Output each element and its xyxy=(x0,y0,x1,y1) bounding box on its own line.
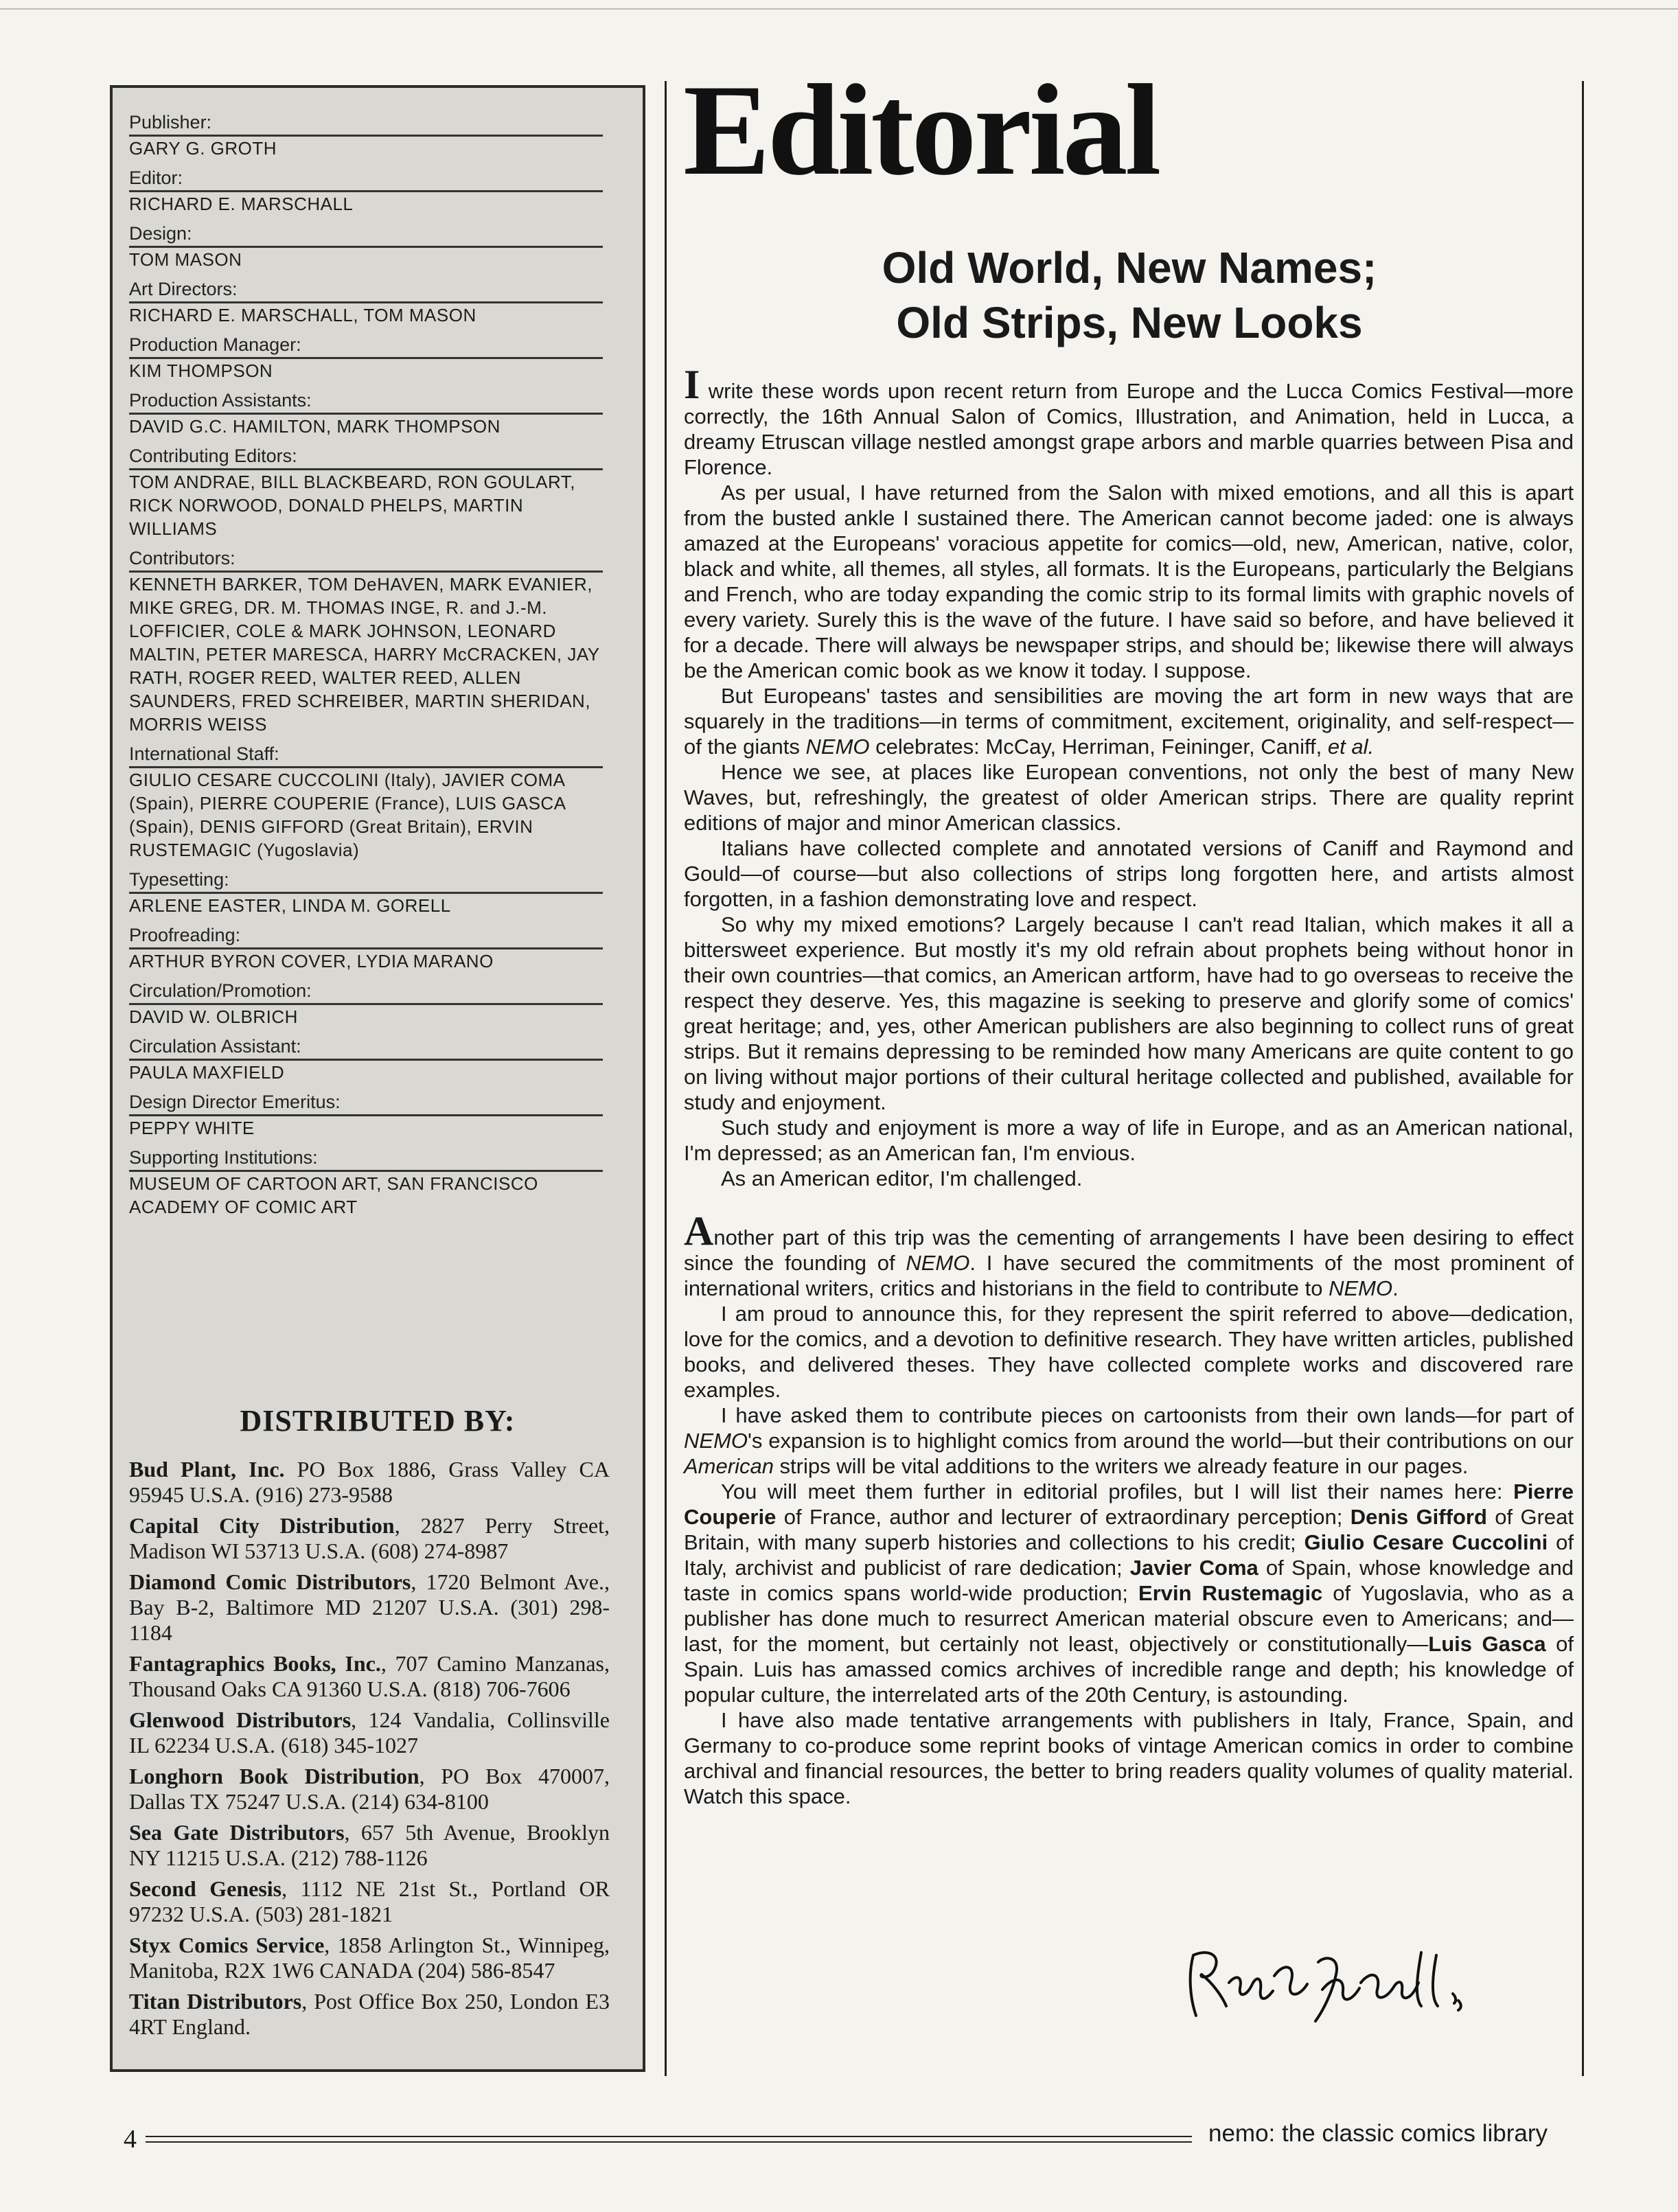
staff-entry xyxy=(129,160,603,216)
distributor-details: , Post Office Box 250, London E3 4RT England. xyxy=(129,1989,610,2039)
staff-names: PEPPY WHITE xyxy=(129,1114,603,1140)
paragraph-text: write these words upon recent return from Europe and the Lucca Comics Festival—more correctly, the 16th Annual Salon of Comics, Illustration, and Animation, held in Lucca, a dreamy Etruscan village nestled amongst grape arbors and marble quarries between Pisa and Florence. xyxy=(684,379,1574,479)
staff-role: International Staff: xyxy=(129,744,279,764)
nemo-italic: NEMO xyxy=(684,1429,748,1453)
distributor-entry xyxy=(129,1764,610,1814)
distributor-entry xyxy=(129,1651,610,1702)
subtitle-line-1: Old World, New Names; xyxy=(882,243,1377,292)
paragraph-9 xyxy=(684,1208,1574,1301)
staff-names: ARTHUR BYRON COVER, LYDIA MARANO xyxy=(129,947,603,973)
staff-entry xyxy=(129,917,603,973)
paragraph-text: 's expansion is to highlight comics from around the world—but their contributions on our xyxy=(748,1429,1574,1453)
distributor-name: Bud Plant, Inc. xyxy=(129,1457,285,1482)
paragraph-5: Italians have collected complete and annotated versions of Caniff and Raymond and Gould—of course—but also collections of strips long forgotten here, and artists almost forgotten, in a fashion demonstrating love and respect. xyxy=(684,836,1574,911)
distributor-entry xyxy=(129,1457,610,1508)
paragraph-text: of France, author and lecturer of extraordinary perception; xyxy=(776,1505,1351,1529)
distributor-details: PO Box 1886, Grass Valley CA 95945 U.S.A. (916) 273-9588 xyxy=(129,1457,610,1507)
distributor-name: Second Genesis xyxy=(129,1876,282,1901)
distributor-name: Diamond Comic Distributors xyxy=(129,1569,411,1594)
editor-signature xyxy=(1181,1935,1483,2024)
paragraph-text: of Spain. Luis has amassed comics archives of incredible range and depth; his knowledge of popular culture, the interrelated arts of the 20th Century, is astounding. xyxy=(684,1632,1574,1707)
distributor-entry xyxy=(129,1989,610,2040)
staff-names: ARLENE EASTER, LINDA M. GORELL xyxy=(129,892,603,917)
staff-role: Supporting Institutions: xyxy=(129,1147,318,1168)
distributor-details: , 707 Camino Manzanas, Thousand Oaks CA 91360 U.S.A. (818) 706-7606 xyxy=(129,1651,610,1701)
paragraph-text: nother part of this trip was the cementing of arrangements I have been desiring to effect since the founding of xyxy=(684,1225,1574,1275)
staff-role: Production Manager: xyxy=(129,334,301,355)
paragraph-text: strips will be vital additions to the writers we already feature in our pages. xyxy=(773,1454,1469,1478)
staff-entry xyxy=(129,104,603,160)
contributor-name: Ervin Rustemagic xyxy=(1138,1581,1323,1605)
staff-entry xyxy=(129,216,603,271)
contributor-name: Javier Coma xyxy=(1129,1556,1258,1580)
top-edge-rule xyxy=(0,8,1678,10)
paragraph-4: Hence we see, at places like European conventions, not only the best of many New Waves, but, refreshingly, the greatest of older American strips. There are quality reprint editions of major and minor American classics. xyxy=(684,760,1574,835)
distributor-details: , 1858 Arlington St., Winnipeg, Manitoba, R2X 1W6 CANADA (204) 586-8547 xyxy=(129,1933,610,1983)
distributor-details: , PO Box 470007, Dallas TX 75247 U.S.A. (214) 634-8100 xyxy=(129,1764,610,1814)
et-al-italic: et al. xyxy=(1327,735,1375,759)
staff-role: Contributors: xyxy=(129,548,235,568)
nemo-italic: NEMO xyxy=(805,735,870,759)
distributor-entry xyxy=(129,1820,610,1871)
staff-names: KIM THOMPSON xyxy=(129,357,603,382)
distributor-name: Glenwood Distributors xyxy=(129,1707,352,1732)
staff-entry xyxy=(129,736,603,862)
distributor-name: Capital City Distribution xyxy=(129,1513,395,1538)
staff-role: Art Directors: xyxy=(129,279,238,299)
distributor-entry xyxy=(129,1513,610,1564)
distributor-name: Titan Distributors xyxy=(129,1989,302,2014)
distributor-details: , 2827 Perry Street, Madison WI 53713 U.S.A. (608) 274-8987 xyxy=(129,1513,610,1563)
staff-entry xyxy=(129,327,603,382)
staff-role: Circulation Assistant: xyxy=(129,1036,301,1057)
staff-role: Proofreading: xyxy=(129,925,241,945)
distributor-list xyxy=(129,1457,610,2045)
distributor-details: , 124 Vandalia, Collinsville IL 62234 U.S.A. (618) 345-1027 xyxy=(129,1707,610,1758)
staff-names: DAVID G.C. HAMILTON, MARK THOMPSON xyxy=(129,413,603,438)
paragraph-10: I am proud to announce this, for they represent the spirit referred to above—dedication, love for the comics, and a devotion to definitive research. They have written articles, published books, and delivered theses. They have collected complete works and discovered rare examples. xyxy=(684,1302,1574,1402)
staff-role: Publisher: xyxy=(129,112,212,133)
distributor-name: Longhorn Book Distribution xyxy=(129,1764,420,1788)
distributor-entry xyxy=(129,1876,610,1927)
staff-entry xyxy=(129,271,603,327)
staff-names: TOM ANDRAE, BILL BLACKBEARD, RON GOULART, RICK NORWOOD, DONALD PHELPS, MARTIN WILLIAMS xyxy=(129,468,603,540)
staff-list xyxy=(129,104,603,1221)
contributor-name: Luis Gasca xyxy=(1428,1632,1546,1656)
staff-names: RICHARD E. MARSCHALL, TOM MASON xyxy=(129,301,603,327)
staff-names: DAVID W. OLBRICH xyxy=(129,1003,603,1028)
nemo-italic: NEMO xyxy=(1329,1276,1393,1300)
nemo-italic: NEMO xyxy=(906,1251,970,1275)
paragraph-8: As an American editor, I'm challenged. xyxy=(721,1166,1083,1190)
staff-role: Contributing Editors: xyxy=(129,446,297,466)
running-footer-title: nemo: the classic comics library xyxy=(1208,2120,1548,2147)
staff-entry xyxy=(129,382,603,438)
column-divider xyxy=(665,81,667,2076)
staff-entry xyxy=(129,1028,603,1084)
staff-names: GARY G. GROTH xyxy=(129,135,603,160)
staff-role: Editor: xyxy=(129,168,183,188)
contributor-name: Giulio Cesare Cuccolini xyxy=(1304,1530,1548,1554)
paragraph-text: celebrates: McCay, Herriman, Feininger, Caniff, xyxy=(869,735,1328,759)
paragraph-text: of Spain, whose knowledge and taste in comics spans world-wide production; xyxy=(684,1556,1574,1605)
paragraph-6: So why my mixed emotions? Largely because I can't read Italian, which makes it all a bittersweet experience. But mostly it's my old refrain about prophets being without honor in their own countries—that comics, an American artform, have had to go overseas to receive the respect they deserve. Yes, this magazine is seeking to preserve and glorify some of comics' great heritage; and, yes, other American publishers are also beginning to collect runs of great strips. But it remains depressing to be reminded how many Americans are quite content to go on living without major portions of their cultural heritage collected and published, available for study and enjoyment. xyxy=(684,912,1574,1114)
subtitle-line-2: Old Strips, New Looks xyxy=(896,298,1363,347)
staff-entry xyxy=(129,1140,603,1221)
paragraph-text: . I have secured the commitments of the most prominent of international writers, critics and historians in the field to contribute to xyxy=(684,1251,1574,1300)
staff-names: RICHARD E. MARSCHALL xyxy=(129,190,603,216)
staff-names: TOM MASON xyxy=(129,246,603,271)
paragraph-13: I have also made tentative arrangements with publishers in Italy, France, Spain, and Germany to co-produce some reprint books of vintage American comics in order to combine archival and financial resources, the better to bring readers quality volumes of quality material. Watch this space. xyxy=(684,1708,1574,1808)
staff-entry xyxy=(129,438,603,540)
editorial-body xyxy=(684,362,1574,1809)
staff-role: Design: xyxy=(129,223,192,244)
paragraph-11 xyxy=(684,1403,1574,1479)
distributor-name: Styx Comics Service xyxy=(129,1933,325,1957)
distributor-name: Sea Gate Distributors xyxy=(129,1820,345,1845)
paragraph-1 xyxy=(684,362,1574,480)
distributor-entry xyxy=(129,1933,610,1983)
staff-entry xyxy=(129,862,603,917)
distributor-entry xyxy=(129,1569,610,1646)
masthead-panel xyxy=(110,85,645,2072)
distributor-details: , 1112 NE 21st St., Portland OR 97232 U.S.A. (503) 281-1821 xyxy=(129,1876,610,1926)
paragraph-7: Such study and enjoyment is more a way of life in Europe, and as an American national, I'm depressed; as an American fan, I'm envious. xyxy=(684,1116,1574,1165)
right-column-rule xyxy=(1582,81,1584,2076)
contributor-name: Pierre Couperie xyxy=(684,1479,1574,1529)
distributed-by-heading: DISTRIBUTED BY: xyxy=(240,1404,516,1438)
staff-names: PAULA MAXFIELD xyxy=(129,1059,603,1084)
distributor-details: , 657 5th Avenue, Brooklyn NY 11215 U.S.A. (212) 788-1126 xyxy=(129,1820,610,1870)
paragraph-text: But Europeans' tastes and sensibilities are moving the art form in new ways that are squarely in the traditions—in terms of commitment, excitement, originality, and self-respect—of the giants xyxy=(684,684,1574,759)
staff-role: Design Director Emeritus: xyxy=(129,1092,341,1112)
paragraph-text: of Italy, archivist and publicist of rare dedication; xyxy=(684,1530,1574,1580)
paragraph-3 xyxy=(684,683,1574,759)
distributor-entry xyxy=(129,1707,610,1758)
distributor-name: Fantagraphics Books, Inc. xyxy=(129,1651,381,1676)
staff-entry xyxy=(129,540,603,736)
distributor-details: , 1720 Belmont Ave., Bay B-2, Baltimore MD 21207 U.S.A. (301) 298-1184 xyxy=(129,1569,610,1645)
drop-cap: A xyxy=(684,1208,714,1254)
editorial-subtitle xyxy=(687,240,1572,350)
staff-entry xyxy=(129,973,603,1028)
staff-role: Circulation/Promotion: xyxy=(129,980,312,1001)
paragraph-2: As per usual, I have returned from the Salon with mixed emotions, and all this is apart from the busted ankle I sustained there. The American cannot become jaded: one is always amazed at the Europeans' voracious appetite for comics—old, new, American, native, color, black and white, all themes, all styles, all formats. It is the Europeans, particularly the Belgians and French, who are today expanding the comic strip to its formal limits with graphic novels of every variety. Surely this is the wave of the future. I have said so before, and have believed it for a decade. There will always be newspaper strips, and should be; likewise there will always be the American comic book as we know it today. I suppose. xyxy=(684,481,1574,682)
paragraph-text: of Great Britain, with many superb histories and collections to his credit; xyxy=(684,1505,1574,1554)
paragraph-text: of Yugoslavia, who as a publisher has done much to resurrect American material obscure even to Americans; and—last, for the moment, but certainly not least, objectively or constitutionally— xyxy=(684,1581,1574,1656)
staff-role: Production Assistants: xyxy=(129,390,312,411)
american-italic: American xyxy=(684,1454,774,1478)
paragraph-text: I have asked them to contribute pieces on cartoonists from their own lands—for part of xyxy=(721,1403,1574,1427)
editorial-title: Editorial xyxy=(683,58,1159,203)
footer-rule xyxy=(146,2136,1192,2143)
paragraph-text: You will meet them further in editorial profiles, but I will list their names here: xyxy=(721,1479,1514,1504)
page-number: 4 xyxy=(124,2125,137,2154)
paragraph-12 xyxy=(684,1479,1574,1707)
drop-cap: I xyxy=(684,362,700,407)
staff-names: MUSEUM OF CARTOON ART, SAN FRANCISCO ACADEMY OF COMIC ART xyxy=(129,1170,603,1221)
staff-role: Typesetting: xyxy=(129,869,229,890)
staff-names: GIULIO CESARE CUCCOLINI (Italy), JAVIER COMA (Spain), PIERRE COUPERIE (France), LUIS GASCA (Spain), DENIS GIFFORD (Great Britain), ERVIN RUSTEMAGIC (Yugoslavia) xyxy=(129,766,603,862)
staff-entry xyxy=(129,1084,603,1140)
contributor-name: Denis Gifford xyxy=(1350,1505,1487,1529)
staff-names: KENNETH BARKER, TOM DeHAVEN, MARK EVANIER, MIKE GREG, DR. M. THOMAS INGE, R. and J.-M. LOFFICIER, COLE & MARK JOHNSON, LEONARD MALTIN, PETER MARESCA, HARRY McCRACKEN, JAY RATH, ROGER REED, WALTER REED, ALLEN SAUNDERS, FRED SCHREIBER, MARTIN SHERIDAN, MORRIS WEISS xyxy=(129,571,603,736)
paragraph-text: . xyxy=(1392,1276,1399,1300)
